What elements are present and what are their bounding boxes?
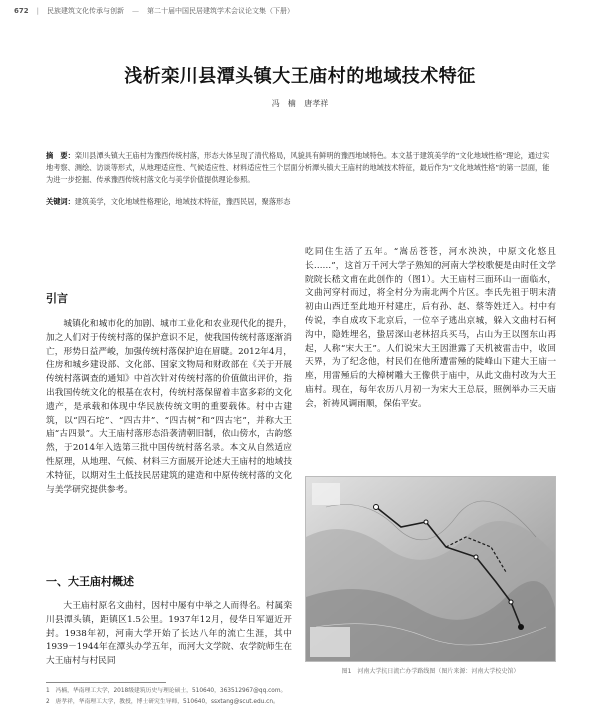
intro-column bbox=[46, 318, 292, 497]
abstract-text: 栾川县潭头镇大王庙村为豫西传统村落，形态大体呈现了清代格局，风貌具有鲜明的豫西地域特色。本文基于建筑美学的“文化地域性格”理论，通过实地考察、测绘、访谈等形式，从地理适应性、气候适应性、材料适应性三个层面分析潭头镇大王庙村的地域技术特征，最后作为“文化地域性格”的第一层面，能为进一步挖掘、传承豫西传统村落文化与美学价值提供理论参照。 bbox=[46, 151, 550, 184]
right-paragraph: 吃同住生活了五年。“嵩岳苍苍，河水泱泱，中原文化悠且长……”，这首万千河大学子熟知的河南大学校歌便是由时任文学院院长嵇文甫在此创作的（图1）。大王庙村三面环山一面临水，文曲河穿村而过，将全村分为南北两个片区。李氏先祖于明末清初由山西迁至此地开村建庄，后有孙、赵、蔡等姓迁入。村中有传说，李自成攻下北京后，一位卒子逃出京城，躲入文曲村石柯沟中，隐姓埋名，蛰居深山老林招兵买马，占山为王以图东山再起，人称“宋大王”。人们说宋大王因泄露了天机被雷击中，收回天界，为了纪念他，村民们在他所遭雷殛的陡峰山下建大王庙一座，用雷殛后的大樟树雕大王像供于庙中，从此文曲村改为大王庙村。现在，每年农历八月初一为宋大王总辰，照例举办三天庙会，祈祷风调雨顺，保佑平安。 bbox=[305, 247, 556, 409]
footnote-divider bbox=[46, 682, 166, 683]
running-head-divider-2: — bbox=[131, 7, 139, 15]
footnotes bbox=[46, 686, 556, 708]
figure-caption: 图1 河南大学抗日流亡办学路线图（图片来源：河南大学校史馆） bbox=[341, 668, 520, 675]
footnote-1: 1 冯楠，华南理工大学，2018级建筑历史与理论硕士，510640，363512967@qq.com。 bbox=[46, 688, 287, 694]
keywords-label: 关键词： bbox=[46, 197, 75, 206]
keywords-text: 建筑美学，文化地域性格理论，地域技术特征，豫西民居，聚落形态 bbox=[74, 197, 291, 206]
paper-title: 浅析栾川县潭头镇大王庙村的地域技术特征 bbox=[124, 66, 476, 87]
abstract-label: 摘 要： bbox=[46, 151, 75, 160]
abstract bbox=[46, 150, 556, 186]
section-1-heading: 一、大王庙村概述 bbox=[46, 575, 134, 588]
running-head-divider: | bbox=[36, 7, 39, 15]
section-1-column bbox=[46, 600, 292, 669]
route-map-figure bbox=[305, 476, 556, 662]
conference-name: 第二十届中国民居建筑学术会议论文集（下册） bbox=[146, 7, 294, 15]
section-1-paragraph: 大王庙村原名文曲村，因村中屡有中举之人而得名。村属栾川县潭头镇，距镇区1.5公里。1937年12月，侵华日军逼近开封。1938年初，河南大学开始了长达八年的流亡生涯，其中1939－1944年在潭头办学五年，而河大文学院、农学院师生在大王庙村与村民同 bbox=[46, 601, 292, 667]
footnote-2: 2 唐孝祥，华南理工大学，教授，博士研究生导师，510640，ssxtang@scut.edu.cn。 bbox=[46, 699, 279, 705]
route-map-image bbox=[306, 477, 556, 662]
author-1: 冯 楠 bbox=[271, 99, 296, 108]
author-line bbox=[0, 98, 600, 109]
intro-heading: 引言 bbox=[46, 292, 68, 305]
keywords bbox=[46, 196, 556, 208]
right-column bbox=[305, 246, 556, 412]
page-number: 672 bbox=[14, 7, 29, 15]
intro-paragraph: 城镇化和城市化的加剧、城市工业化和农业现代化的提升，加之人们对于传统村落的保护意识不足，使我国传统村落逐渐消亡，形势日益严峻，加强传统村落保护迫在眉睫。2012年4月，住房和城乡建设部、文化部、国家文物局和财政部在《关于开展传统村落调查的通知》中首次针对传统村落的价值做出评价，指出我国传统文化的根基在农村，传统村落保留着丰富多彩的文化遗产，是承载和体现中华民族传统文明的重要载体。村中古建筑，以“四石坨”、“四古井”、“四古树”和“四古宅”，并称大王庙“古四景”。大王庙村落形态沿袭清朝旧制，依山傍水，古韵悠然，于2014年入选第三批中国传统村落名录。本文从自然适应性原理，从地理、气候、材料三方面展开论述大王庙村的地域技术特征，以期对生土低技民居建筑的建造和中原传统村落的文化与美学研究提供参考。 bbox=[46, 319, 292, 495]
author-2: 唐孝祥 bbox=[304, 99, 329, 108]
journal-name: 民族建筑文化传承与创新 bbox=[46, 7, 124, 15]
running-head bbox=[14, 4, 586, 18]
